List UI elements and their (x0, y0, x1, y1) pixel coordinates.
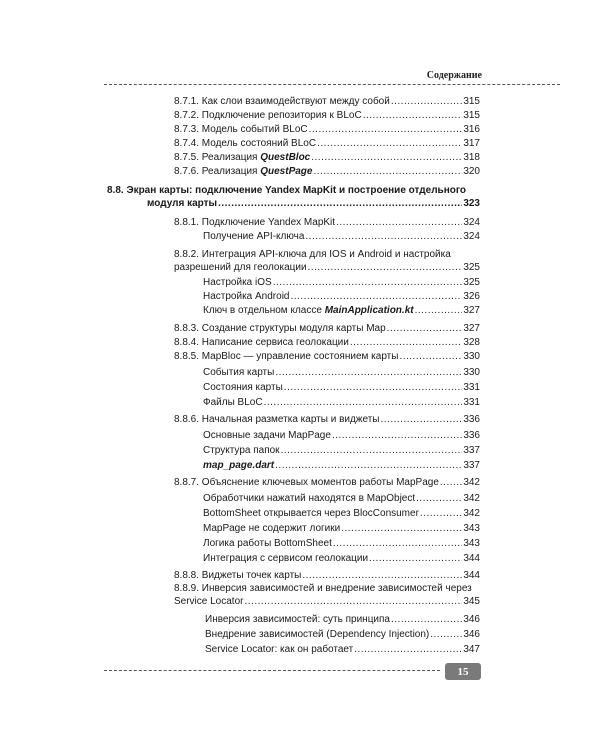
dot-leader (284, 381, 463, 394)
toc-entry-label: Интеграция с сервисом геолокации (203, 553, 369, 564)
dot-leader (369, 552, 462, 565)
toc-entry-label (174, 165, 312, 178)
dot-leader (275, 459, 462, 472)
toc-entry-label: Внедрение зависимостей (Dependency Injection) (205, 629, 430, 640)
toc-page-number: 315 (463, 110, 480, 121)
toc-page-number: 316 (463, 124, 480, 135)
dot-leader (332, 429, 462, 442)
dot-leader (350, 336, 462, 349)
toc-entry-label (203, 304, 414, 317)
toc-section-8-8[interactable] (107, 184, 480, 210)
toc-page-number: 325 (463, 262, 480, 273)
toc-entry-label: 8.8.3. Создание структуры модуля карты Map (174, 323, 386, 334)
toc-entry-emphasis: map_page.dart (203, 460, 275, 471)
toc-entry-emphasis: QuestBloc (260, 152, 311, 163)
toc-entry-8-7-1[interactable] (174, 95, 480, 108)
toc-entry-prefix: 8.7.5. Реализация (174, 152, 261, 163)
toc-entry-line: 8.8.2. Интеграция API-ключа для IOS и Android и настройка (174, 249, 451, 260)
toc-entry-line: разрешений для геолокации (174, 262, 307, 273)
dot-leader (391, 613, 462, 626)
toc-entry-8-7-5[interactable] (174, 151, 480, 164)
toc-page-number: 336 (463, 414, 480, 425)
page-number-badge: 15 (445, 663, 481, 680)
toc-entry-8-8-5-a[interactable] (203, 366, 480, 379)
toc-entry-8-8-1[interactable] (174, 216, 480, 229)
toc-page-number: 315 (463, 96, 480, 107)
dot-leader (275, 366, 462, 379)
toc-entry-label: Получение API-ключа (203, 231, 305, 242)
dot-leader (313, 165, 462, 178)
toc-page-number: 327 (463, 323, 480, 334)
dot-leader (363, 109, 463, 122)
toc-entry-8-8-9[interactable] (174, 582, 480, 608)
toc-entry-label: 8.8.5. MapBloc — управление состоянием карты (174, 351, 399, 362)
toc-entry-8-8-6-b[interactable] (203, 444, 480, 457)
dot-leader (420, 507, 462, 520)
dot-leader (305, 230, 462, 243)
toc-entry-label: Основные задачи MapPage (203, 430, 331, 441)
toc-page-number: 323 (463, 198, 480, 209)
dot-leader (415, 304, 463, 317)
toc-page-number: 318 (463, 152, 480, 163)
toc-entry-line: 8.8.9. Инверсия зависимостей и внедрение зависимостей через (174, 583, 472, 594)
toc-page-number: 342 (463, 477, 480, 488)
dot-leader (430, 628, 462, 641)
toc-entry-8-8-6-a[interactable] (203, 429, 480, 442)
toc-page-number: 345 (463, 596, 480, 607)
toc-entry-8-7-2[interactable] (174, 109, 480, 122)
toc-entry-8-8-9-b[interactable] (205, 628, 480, 641)
toc-entry-line: модуля карты (147, 198, 218, 209)
toc-page-number: 342 (463, 508, 480, 519)
dot-leader (440, 476, 462, 489)
toc-entry-8-7-6[interactable] (174, 165, 480, 178)
toc-entry-label: 8.8.6. Начальная разметка карты и виджеты (174, 414, 380, 425)
toc-entry-label: 8.8.1. Подключение Yandex MapKit (174, 217, 336, 228)
toc-entry-8-8-2[interactable] (174, 248, 480, 274)
dot-leader (218, 197, 462, 210)
toc-entry-emphasis: MainApplication.kt (324, 305, 414, 316)
toc-entry-label: 8.7.1. Как слои взаимодействуют между собой (174, 96, 390, 107)
toc-entry-label: 8.7.4. Модель состояний BLoC (174, 138, 317, 149)
toc-entry-8-8-6[interactable] (174, 413, 480, 426)
toc-entry-8-8-2-c[interactable] (203, 304, 480, 317)
dot-leader (302, 569, 462, 582)
toc-entry-prefix: 8.7.6. Реализация (174, 166, 261, 177)
toc-page-number: 344 (463, 570, 480, 581)
toc-page-number: 327 (463, 305, 480, 316)
toc-entry-8-7-3[interactable] (174, 123, 480, 136)
toc-page-number: 320 (463, 166, 480, 177)
toc-entry-8-8-7-d[interactable] (203, 537, 480, 550)
toc-entry-8-8-2-a[interactable] (203, 276, 480, 289)
dot-leader (381, 413, 463, 426)
dot-leader (333, 537, 462, 550)
toc-entry-8-8-7-a[interactable] (203, 492, 480, 505)
toc-page-number: 346 (463, 629, 480, 640)
toc-entry-label: Файлы BLoC (203, 397, 263, 408)
toc-page-number: 324 (463, 217, 480, 228)
toc-entry-8-7-4[interactable] (174, 137, 480, 150)
footer-divider (104, 670, 440, 671)
dot-leader (317, 137, 462, 150)
toc-entry-label: 8.8.8. Виджеты точек карты (174, 570, 302, 581)
toc-entry-label: 8.8.7. Объяснение ключевых моментов работы MapPage (174, 477, 439, 488)
toc-page-number: 330 (463, 367, 480, 378)
toc-entry-8-8-5-b[interactable] (203, 381, 480, 394)
toc-page-number: 317 (463, 138, 480, 149)
toc-page-number: 326 (463, 291, 480, 302)
toc-entry-emphasis: QuestPage (260, 166, 313, 177)
toc-page-number: 337 (463, 445, 480, 456)
toc-page-number: 325 (463, 277, 480, 288)
dot-leader (281, 444, 463, 457)
toc-entry-label: BottomSheet открывается через BlocConsumer (203, 508, 419, 519)
toc-page-number: 324 (463, 231, 480, 242)
toc-entry-line: Service Locator (174, 596, 244, 607)
toc-page-number: 331 (463, 382, 480, 393)
toc-entry-label: 8.7.2. Подключение репозитория к BLoC (174, 110, 362, 121)
toc-page-number: 342 (463, 493, 480, 504)
dot-leader (290, 290, 462, 303)
toc-entry-label: Логика работы BottomSheet (203, 538, 332, 549)
toc-page-number: 328 (463, 337, 480, 348)
toc-entry-8-8-7-c[interactable] (203, 522, 480, 535)
toc-entry-label (174, 151, 310, 164)
toc-entry-label: Настройка iOS (203, 277, 272, 288)
toc-entry-8-8-1-a[interactable] (203, 230, 480, 243)
toc-entry-8-8-5[interactable] (174, 350, 480, 363)
toc-entry-8-8-2-b[interactable] (203, 290, 480, 303)
toc-entry-line: 8.8. Экран карты: подключение Yandex MapKit и построение отдельного (107, 185, 466, 196)
running-header-title: Содержание (426, 70, 482, 81)
toc-page-number: 346 (463, 614, 480, 625)
toc-entry-8-8-9-c[interactable] (205, 643, 480, 656)
toc-page-number: 337 (463, 460, 480, 471)
toc-page-number: 343 (463, 523, 480, 534)
dot-leader (416, 492, 462, 505)
toc-entry-label: MapPage не содержит логики (203, 523, 341, 534)
dot-leader (387, 322, 463, 335)
toc-entry-8-8-7-b[interactable] (203, 507, 480, 520)
dot-leader (244, 595, 462, 608)
toc-entry-label: 8.8.4. Написание сервиса геолокации (174, 337, 349, 348)
dot-leader (354, 643, 462, 656)
toc-entry-label: События карты (203, 367, 275, 378)
dot-leader (264, 396, 463, 409)
toc-entry-label: Настройка Android (203, 291, 290, 302)
toc-entry-prefix: Ключ в отдельном классе (203, 305, 325, 316)
dot-leader (308, 261, 463, 274)
toc-entry-8-8-7-e[interactable] (203, 552, 480, 565)
toc-page-number: 336 (463, 430, 480, 441)
dot-leader (341, 522, 462, 535)
toc-entry-8-8-7[interactable] (174, 476, 480, 489)
toc-page-number: 347 (463, 644, 480, 655)
toc-entry-8-8-6-c[interactable] (203, 459, 480, 472)
dot-leader (336, 216, 462, 229)
dot-leader (311, 151, 462, 164)
toc-entry-8-8-5-c[interactable] (203, 396, 480, 409)
dot-leader (391, 95, 462, 108)
toc-entry-8-8-3[interactable] (174, 322, 480, 335)
toc-entry-label: Состояния карты (203, 382, 283, 393)
toc-entry-8-8-9-a[interactable] (205, 613, 480, 626)
toc-entry-label: Обработчики нажатий находятся в MapObject (203, 493, 416, 504)
toc-entry-8-8-4[interactable] (174, 336, 480, 349)
toc-entry-8-8-8[interactable] (174, 569, 480, 582)
header-divider (104, 84, 560, 85)
toc-page-number: 330 (463, 351, 480, 362)
toc-entry-label: Структура папок (203, 445, 280, 456)
toc-entry-label: 8.7.3. Модель событий BLoC (174, 124, 308, 135)
toc-entry-label: Инверсия зависимостей: суть принципа (205, 614, 390, 625)
dot-leader (273, 276, 463, 289)
toc-page-number: 344 (463, 553, 480, 564)
toc-page-number: 343 (463, 538, 480, 549)
dot-leader (399, 350, 462, 363)
toc-entry-label: Service Locator: как он работает (205, 644, 354, 655)
dot-leader (309, 123, 463, 136)
toc-page-number: 331 (463, 397, 480, 408)
